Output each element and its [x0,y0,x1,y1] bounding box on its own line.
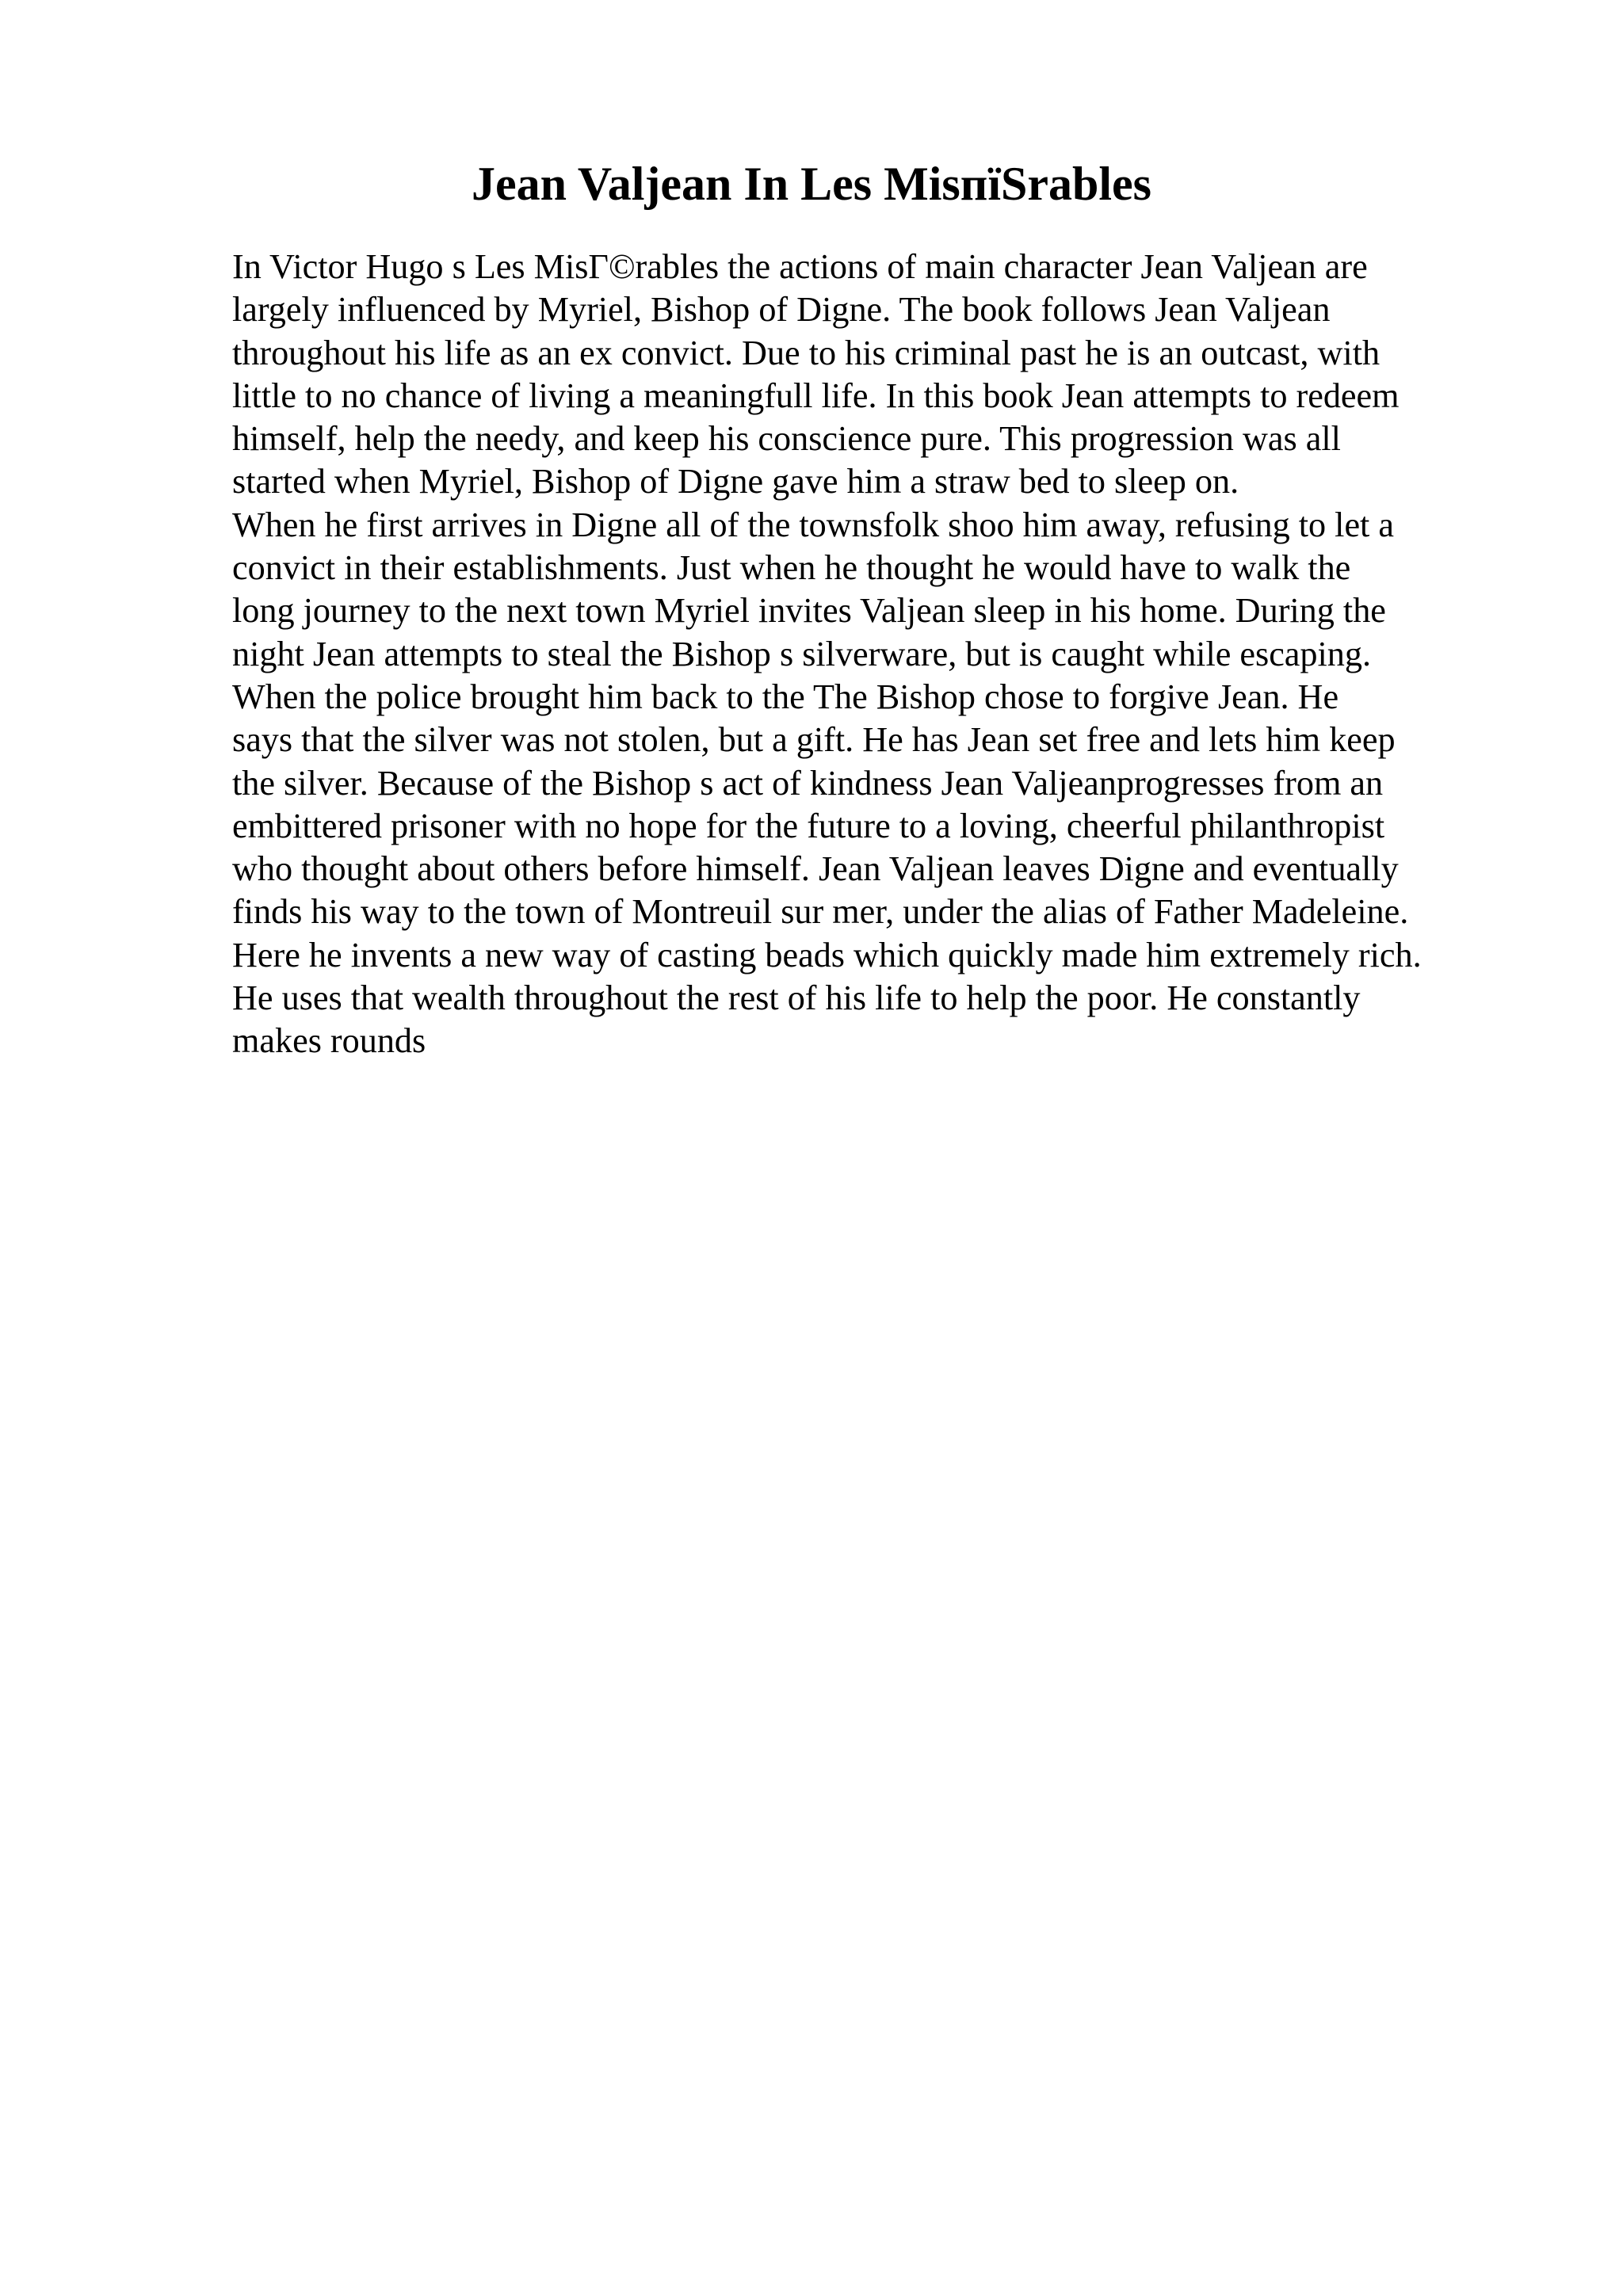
body-line: long journey to the next town Myriel invites Valjean sleep in his home. During the [232,591,1386,631]
body-line: started when Myriel, Bishop of Digne gave him a straw bed to sleep on. [232,462,1239,502]
body-line: himself, help the needy, and keep his conscience pure. This progression was all [232,419,1341,459]
body-line: makes rounds [232,1021,426,1061]
body-line: When the police brought him back to the The Bishop chose to forgive Jean. He [232,677,1339,716]
body-line: finds his way to the town of Montreuil sur mer, under the alias of Father Madeleine. [232,892,1409,932]
body-line: Here he invents a new way of casting beads which quickly made him extremely rich. [232,935,1422,974]
body-line: says that the silver was not stolen, but a gift. He has Jean set free and lets him keep [232,720,1396,760]
body-line: throughout his life as an ex convict. Due to his criminal past he is an outcast, with [232,333,1381,372]
body-line: who thought about others before himself. Jean Valjean leaves Digne and eventually [232,849,1399,889]
document-body [232,246,1516,1063]
body-line: convict in their establishments. Just when he thought he would have to walk the [232,548,1351,588]
body-line: night Jean attempts to steal the Bishop s silverware, but is caught while escaping. [232,634,1372,673]
body-line: little to no chance of living a meaningfull life. In this book Jean attempts to redeem [232,376,1400,415]
body-line: In Victor Hugo s Les MisГ©rables the actions of main character Jean Valjean are [232,247,1368,286]
body-line: the silver. Because of the Bishop s act of kindness Jean Valjeanprogresses from an [232,763,1384,803]
body-line: largely influenced by Myriel, Bishop of Digne. The book follows Jean Valjean [232,290,1331,330]
body-line: When he first arrives in Digne all of the townsfolk shoo him away, refusing to let a [232,505,1394,544]
body-line: He uses that wealth throughout the rest of his life to help the poor. He constantly [232,978,1361,1018]
body-line: embittered prisoner with no hope for the future to a loving, cheerful philanthropist [232,806,1385,845]
document-title: Jean Valjean In Les MisпїЅrables [471,158,1152,210]
